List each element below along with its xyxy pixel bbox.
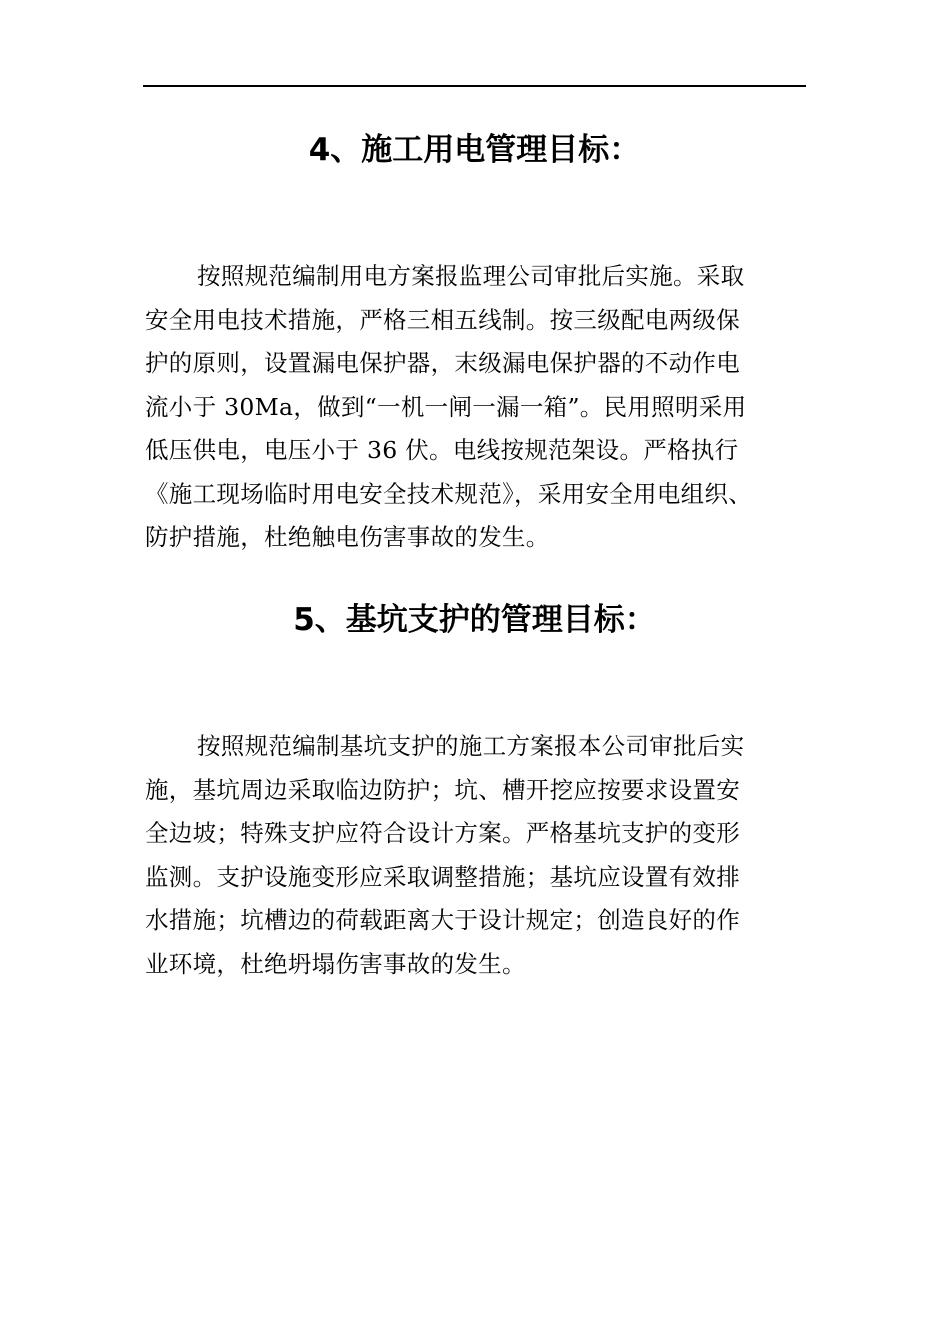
paragraph-line: 低压供电，电压小于 36 伏。电线按规范架设。严格执行 xyxy=(145,436,739,464)
paragraph-line: 施，基坑周边采取临边防护；坑、槽开挖应按要求设置安 xyxy=(145,775,740,804)
paragraph-line: 《施工现场临时用电安全技术规范》，采用安全用电组织、 xyxy=(145,479,753,508)
paragraph-line: 按照规范编制基坑支护的施工方案报本公司审批后实 xyxy=(197,732,745,760)
paragraph-line: 按照规范编制用电方案报监理公司审批后实施。采取 xyxy=(197,262,745,290)
section-4-paragraph xyxy=(145,255,815,560)
section-5-paragraph xyxy=(145,725,815,986)
paragraph-line: 水措施；坑槽边的荷载距离大于设计规定；创造良好的作 xyxy=(145,906,740,934)
paragraph-line: 安全用电技术措施，严格三相五线制。按三级配电两级保 xyxy=(145,305,740,334)
section-4-heading: 4、施工用电管理目标： xyxy=(308,132,641,168)
paragraph-line: 全边坡；特殊支护应符合设计方案。严格基坑支护的变形 xyxy=(145,819,740,847)
paragraph-line: 监测。支护设施变形应采取调整措施；基坑应设置有效排 xyxy=(145,862,740,891)
header-rule xyxy=(143,85,806,87)
paragraph-line: 流小于 30Ma，做到“一机一闸一漏一箱”。民用照明采用 xyxy=(145,392,747,421)
section-5-heading: 5、基坑支护的管理目标： xyxy=(293,602,656,638)
paragraph-line: 业环境，杜绝坍塌伤害事故的发生。 xyxy=(145,949,526,978)
paragraph-line: 护的原则，设置漏电保护器，末级漏电保护器的不动作电 xyxy=(145,349,740,377)
paragraph-line: 防护措施，杜绝触电伤害事故的发生。 xyxy=(145,523,550,551)
